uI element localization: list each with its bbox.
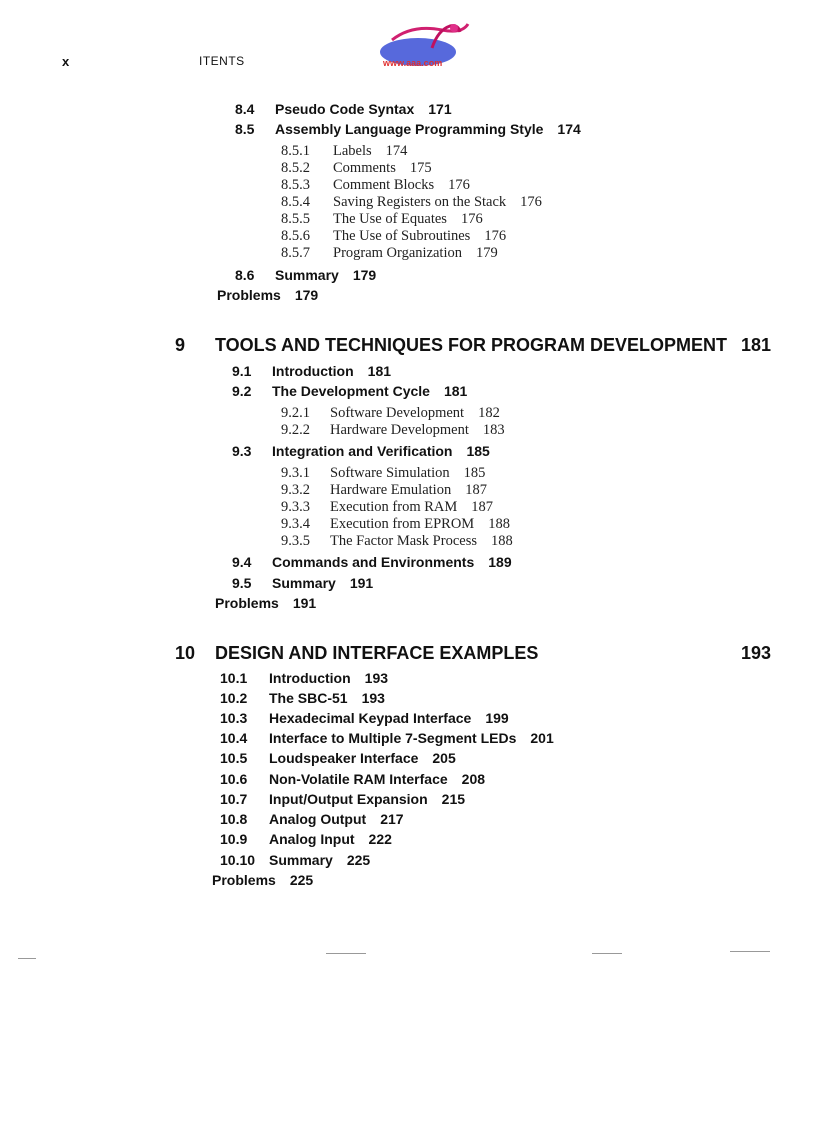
subsection-number: 8.5.2 bbox=[281, 160, 310, 176]
subsection-number: 9.2.2 bbox=[281, 422, 310, 438]
entry-page: 225 bbox=[346, 852, 371, 868]
entry-page: 174 bbox=[557, 121, 581, 137]
section-entry bbox=[220, 831, 392, 847]
entry-title: Program Organization bbox=[333, 245, 462, 261]
entry-title: Summary bbox=[275, 267, 339, 283]
problems-entry bbox=[217, 287, 318, 303]
entry-title: Problems bbox=[215, 595, 279, 611]
scan-noise bbox=[18, 958, 36, 959]
entry-page: 217 bbox=[380, 811, 404, 827]
section-entry bbox=[232, 363, 391, 379]
entry-title: Non-Volatile RAM Interface bbox=[269, 771, 448, 787]
section-entry bbox=[235, 101, 452, 117]
entry-page: 187 bbox=[465, 482, 487, 498]
section-number: 8.6 bbox=[235, 267, 255, 283]
section-entry bbox=[232, 383, 467, 399]
section-entry bbox=[220, 750, 456, 766]
entry-page: 179 bbox=[352, 267, 377, 283]
section-entry bbox=[232, 575, 373, 591]
entry-page: 175 bbox=[409, 160, 432, 176]
entry-page: 193 bbox=[361, 690, 385, 706]
subsection-number: 8.5.3 bbox=[281, 177, 310, 193]
section-number: 10.5 bbox=[220, 750, 248, 766]
subsection-number: 8.5.4 bbox=[281, 194, 310, 210]
entry-page: 208 bbox=[461, 771, 486, 787]
entry-title: The Development Cycle bbox=[272, 383, 430, 399]
chapter-title: TOOLS AND TECHNIQUES FOR PROGRAM DEVELOPMENT bbox=[215, 335, 728, 355]
entry-page: 176 bbox=[484, 228, 507, 244]
section-entry bbox=[220, 670, 388, 686]
entry-title: Execution from RAM bbox=[330, 499, 458, 515]
entry-title: Hexadecimal Keypad Interface bbox=[269, 710, 472, 726]
section-number: 10.6 bbox=[220, 771, 248, 787]
entry-title: Software Simulation bbox=[330, 465, 450, 481]
subsection-entry bbox=[281, 194, 542, 211]
section-number: 10.8 bbox=[220, 811, 248, 827]
subsection-entry bbox=[281, 245, 498, 262]
entry-page: 182 bbox=[478, 405, 500, 421]
chapter-title: DESIGN AND INTERFACE EXAMPLES bbox=[215, 643, 539, 663]
subsection-entry bbox=[281, 160, 432, 177]
subsection-number: 8.5.7 bbox=[281, 245, 310, 261]
entry-title: The Factor Mask Process bbox=[330, 533, 477, 549]
section-number: 9.3 bbox=[232, 443, 252, 459]
entry-page: 188 bbox=[490, 533, 513, 549]
section-entry bbox=[220, 710, 509, 726]
section-number: 10.3 bbox=[220, 710, 248, 726]
entry-page: 176 bbox=[520, 194, 542, 210]
subsection-entry bbox=[281, 533, 513, 550]
chapter-page: 181 bbox=[741, 335, 772, 355]
entry-title: Commands and Environments bbox=[272, 554, 475, 570]
chapter-entry bbox=[175, 643, 538, 664]
section-number: 8.5 bbox=[235, 121, 255, 137]
watermark-url: www.aaa.com bbox=[383, 58, 443, 68]
subsection-number: 9.3.2 bbox=[281, 482, 310, 498]
entry-page: 185 bbox=[466, 443, 490, 459]
subsection-number: 9.3.1 bbox=[281, 465, 310, 481]
subsection-number: 9.3.5 bbox=[281, 533, 310, 549]
entry-page: 176 bbox=[448, 177, 470, 193]
entry-page: 185 bbox=[463, 465, 486, 481]
problems-entry bbox=[215, 595, 316, 611]
page-number: x bbox=[62, 54, 70, 69]
subsection-number: 8.5.5 bbox=[281, 211, 310, 227]
entry-page: 181 bbox=[443, 383, 468, 399]
entry-page: 179 bbox=[476, 245, 498, 261]
entry-title: Pseudo Code Syntax bbox=[275, 101, 415, 117]
entry-title: Problems bbox=[217, 287, 281, 303]
entry-page: 189 bbox=[488, 554, 512, 570]
subsection-entry bbox=[281, 465, 485, 482]
entry-title: Input/Output Expansion bbox=[269, 791, 428, 807]
entry-title: Introduction bbox=[269, 670, 351, 686]
section-entry bbox=[220, 690, 385, 706]
section-entry bbox=[220, 791, 465, 807]
section-number: 9.2 bbox=[232, 383, 252, 399]
section-number: 10.9 bbox=[220, 831, 248, 847]
section-entry bbox=[220, 852, 370, 868]
entry-page: 181 bbox=[367, 363, 392, 379]
running-title: ITENTS bbox=[199, 54, 245, 68]
entry-page: 187 bbox=[471, 499, 494, 515]
scan-noise bbox=[592, 953, 622, 954]
subsection-entry bbox=[281, 143, 407, 160]
entry-title: The Use of Equates bbox=[333, 211, 447, 227]
entry-page: 215 bbox=[441, 791, 466, 807]
subsection-number: 9.3.4 bbox=[281, 516, 310, 532]
entry-title: Comments bbox=[333, 160, 396, 176]
entry-title: Interface to Multiple 7-Segment LEDs bbox=[269, 730, 517, 746]
subsection-number: 8.5.1 bbox=[281, 143, 310, 159]
entry-page: 191 bbox=[292, 595, 317, 611]
entry-title: Introduction bbox=[272, 363, 354, 379]
section-number: 10.1 bbox=[220, 670, 248, 686]
subsection-entry bbox=[281, 499, 493, 516]
subsection-number: 9.3.3 bbox=[281, 499, 310, 515]
scan-noise bbox=[730, 951, 770, 952]
section-entry bbox=[235, 267, 376, 283]
entry-title: The SBC-51 bbox=[269, 690, 348, 706]
entry-title: Summary bbox=[269, 852, 333, 868]
subsection-entry bbox=[281, 177, 470, 194]
entry-title: Integration and Verification bbox=[272, 443, 453, 459]
entry-title: The Use of Subroutines bbox=[333, 228, 471, 244]
entry-page: 176 bbox=[460, 211, 483, 227]
entry-title: Execution from EPROM bbox=[330, 516, 475, 532]
section-number: 10.2 bbox=[220, 690, 248, 706]
entry-title: Summary bbox=[272, 575, 336, 591]
entry-page: 179 bbox=[294, 287, 319, 303]
subsection-number: 9.2.1 bbox=[281, 405, 310, 421]
entry-title: Comment Blocks bbox=[333, 177, 435, 193]
section-number: 9.1 bbox=[232, 363, 252, 379]
subsection-entry bbox=[281, 482, 487, 499]
entry-title: Saving Registers on the Stack bbox=[333, 194, 507, 210]
entry-title: Analog Output bbox=[269, 811, 367, 827]
entry-title: Assembly Language Programming Style bbox=[275, 121, 544, 137]
subsection-entry bbox=[281, 422, 505, 439]
section-number: 9.5 bbox=[232, 575, 252, 591]
entry-title: Software Development bbox=[330, 405, 465, 421]
section-entry bbox=[232, 443, 490, 459]
entry-page: 191 bbox=[349, 575, 374, 591]
entry-page: 225 bbox=[289, 872, 314, 888]
entry-page: 201 bbox=[530, 730, 554, 746]
subsection-entry bbox=[281, 405, 500, 422]
chapter-number: 9 bbox=[175, 335, 186, 355]
entry-title: Labels bbox=[333, 143, 372, 159]
subsection-number: 8.5.6 bbox=[281, 228, 310, 244]
subsection-entry bbox=[281, 211, 483, 228]
entry-page: 174 bbox=[385, 143, 408, 159]
subsection-entry bbox=[281, 228, 506, 245]
section-entry bbox=[232, 554, 512, 570]
entry-title: Problems bbox=[212, 872, 276, 888]
problems-entry bbox=[212, 872, 313, 888]
entry-title: Analog Input bbox=[269, 831, 355, 847]
section-entry bbox=[235, 121, 581, 137]
entry-page: 222 bbox=[368, 831, 392, 847]
section-entry bbox=[220, 811, 404, 827]
entry-page: 188 bbox=[488, 516, 510, 532]
entry-page: 193 bbox=[364, 670, 389, 686]
entry-title: Hardware Development bbox=[330, 422, 469, 438]
section-entry bbox=[220, 730, 554, 746]
entry-page: 183 bbox=[482, 422, 505, 438]
scan-noise bbox=[326, 953, 366, 954]
section-number: 10.4 bbox=[220, 730, 248, 746]
chapter-number: 10 bbox=[175, 643, 196, 663]
subsection-entry bbox=[281, 516, 510, 533]
section-number: 10.7 bbox=[220, 791, 248, 807]
section-number: 9.4 bbox=[232, 554, 252, 570]
section-number: 10.10 bbox=[220, 852, 256, 868]
entry-title: Hardware Emulation bbox=[330, 482, 452, 498]
section-number: 8.4 bbox=[235, 101, 255, 117]
entry-page: 199 bbox=[485, 710, 509, 726]
chapter-page: 193 bbox=[741, 643, 772, 663]
entry-title: Loudspeaker Interface bbox=[269, 750, 419, 766]
chapter-entry bbox=[175, 335, 727, 356]
entry-page: 171 bbox=[428, 101, 452, 117]
entry-page: 205 bbox=[432, 750, 456, 766]
section-entry bbox=[220, 771, 485, 787]
